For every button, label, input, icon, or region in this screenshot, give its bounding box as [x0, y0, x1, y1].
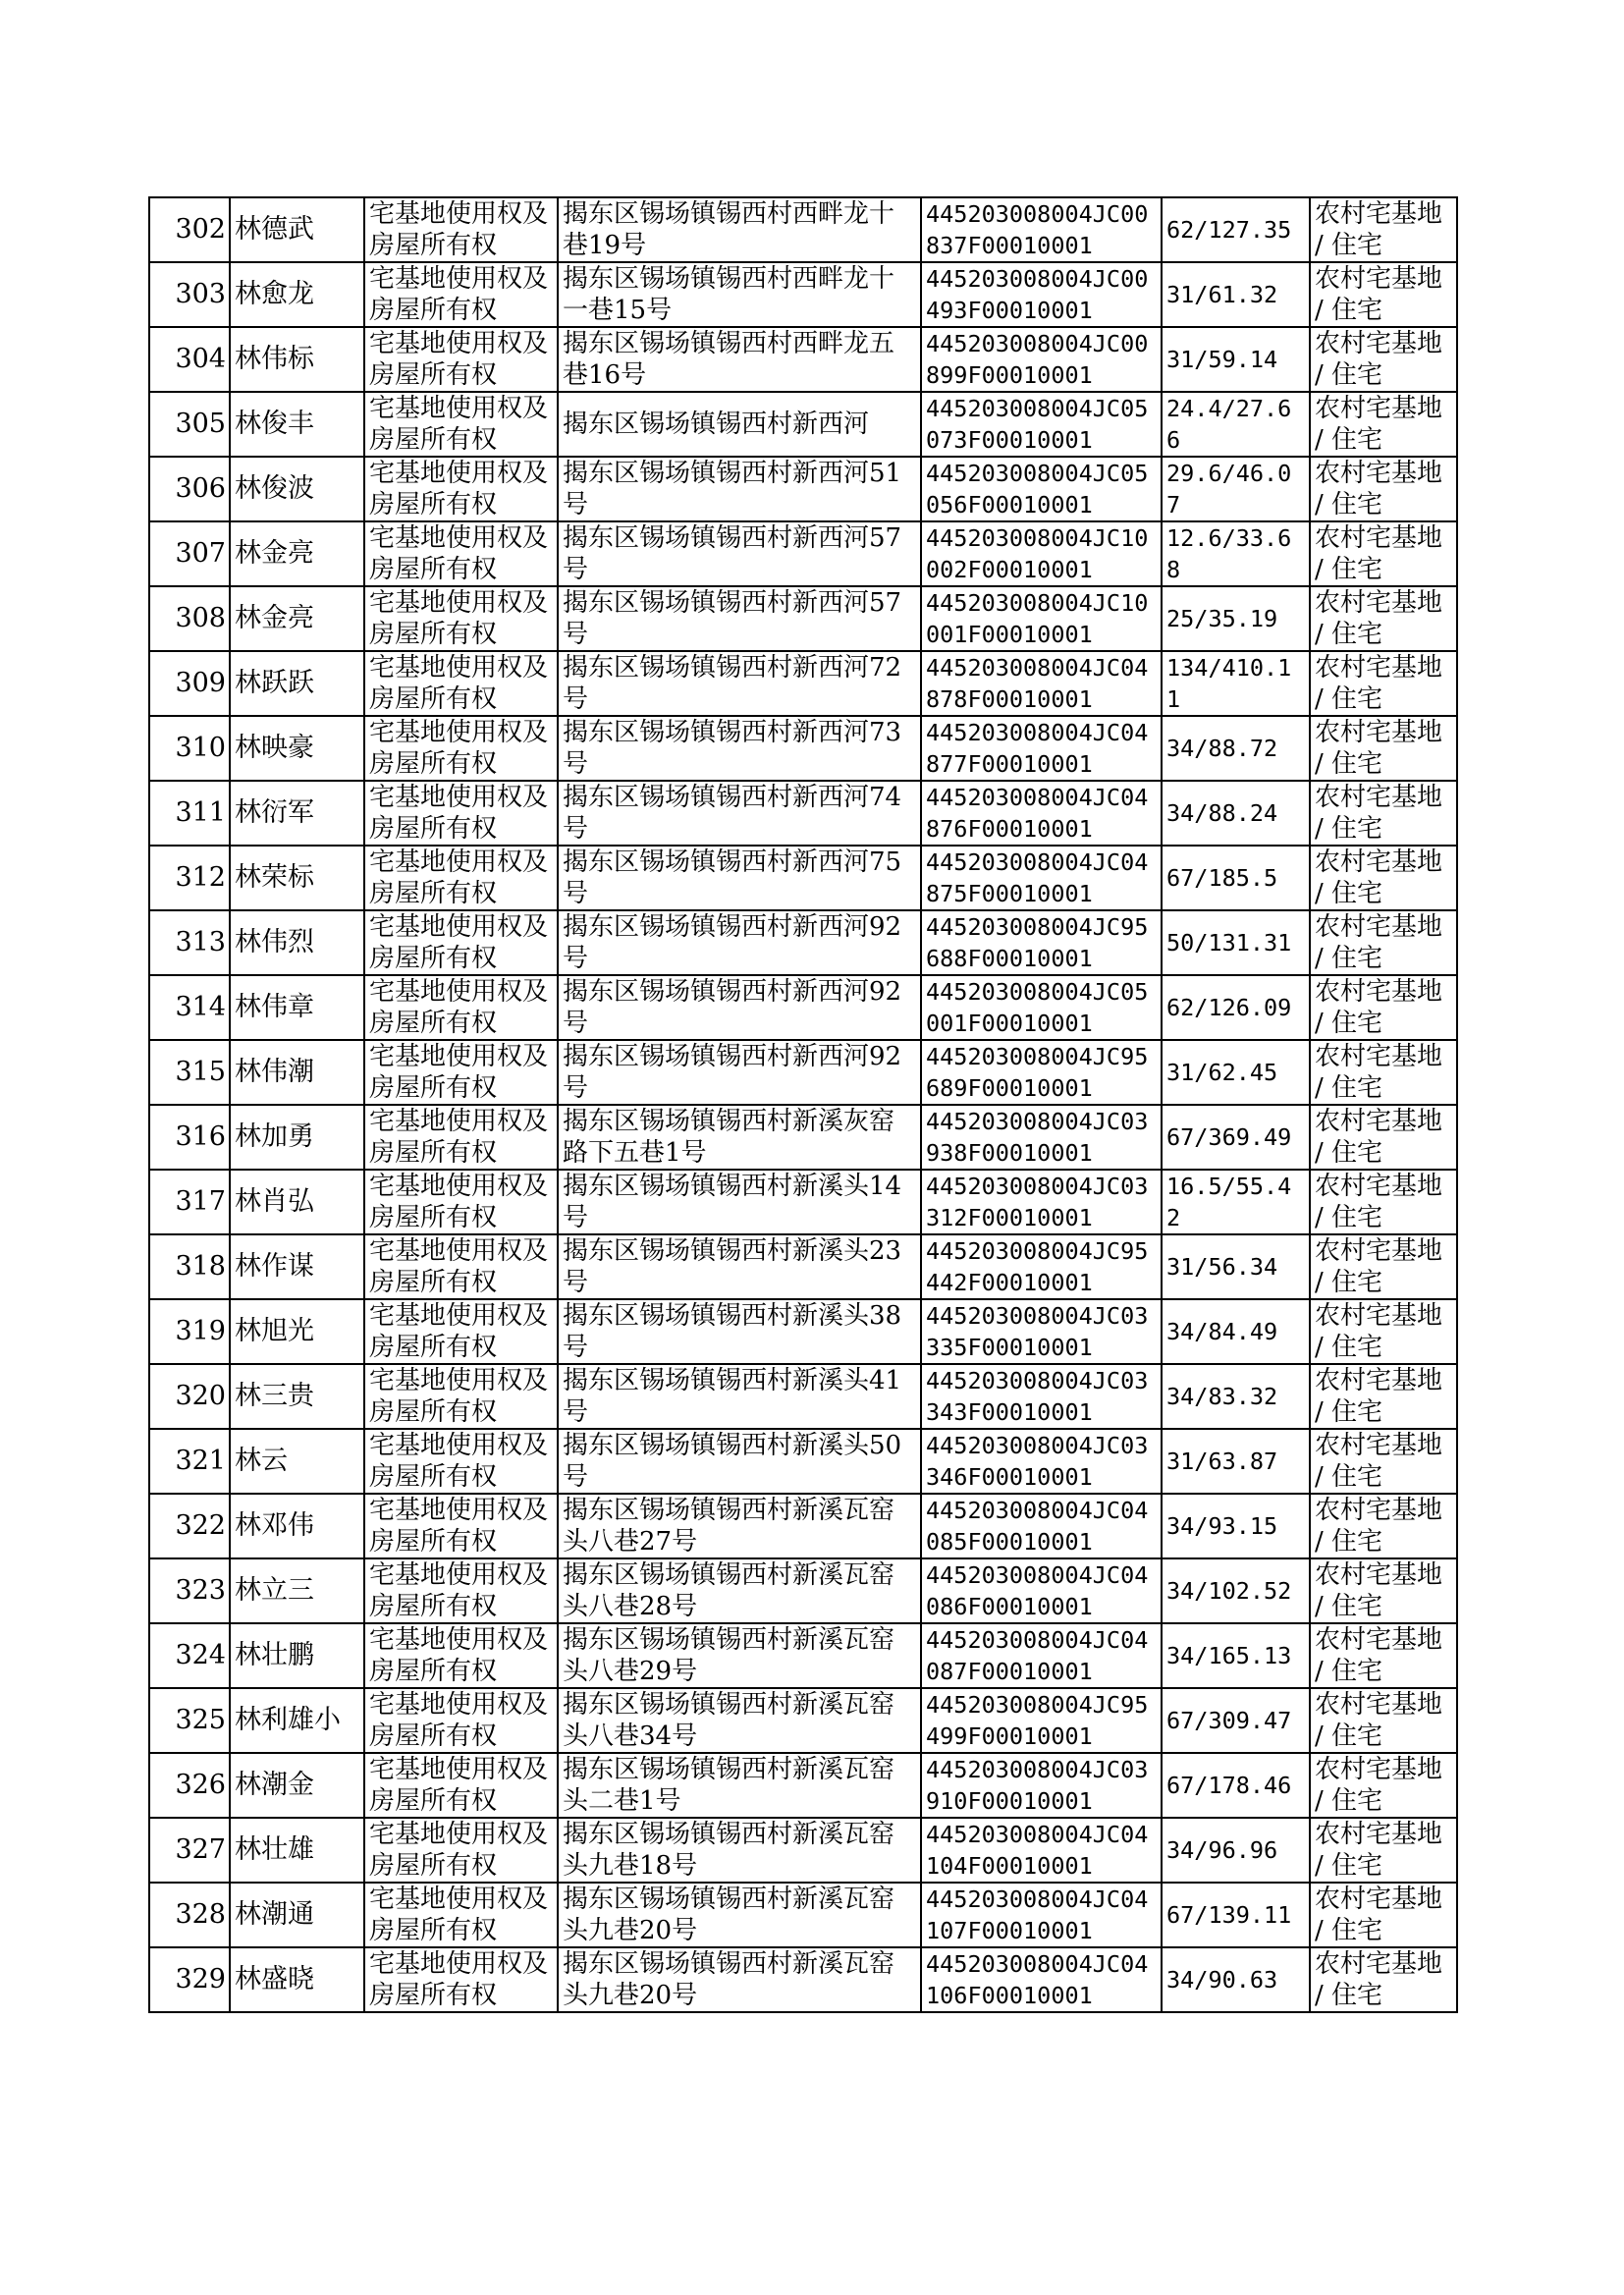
table-row	[149, 1105, 1457, 1170]
row-number-cell: 323	[149, 1558, 230, 1623]
row-number-cell: 314	[149, 975, 230, 1040]
right-type-cell: 宅基地使用权及房屋所有权	[364, 457, 558, 521]
area-cell: 34/88.72	[1162, 716, 1310, 781]
address-cell: 揭东区锡场镇锡西村新西河	[558, 392, 921, 457]
table-row	[149, 1818, 1457, 1883]
address-cell: 揭东区锡场镇锡西村新溪瓦窑头九巷18号	[558, 1818, 921, 1883]
usage-cell: 农村宅基地 / 住宅	[1310, 1558, 1457, 1623]
right-type-cell: 宅基地使用权及房屋所有权	[364, 1429, 558, 1494]
unit-code-cell: 445203008004JC03312F00010001	[921, 1170, 1162, 1234]
table-row	[149, 1170, 1457, 1234]
right-type-cell: 宅基地使用权及房屋所有权	[364, 1364, 558, 1429]
table-row	[149, 1040, 1457, 1105]
unit-code-cell: 445203008004JC04087F00010001	[921, 1623, 1162, 1688]
usage-cell: 农村宅基地 / 住宅	[1310, 521, 1457, 586]
area-cell: 34/83.32	[1162, 1364, 1310, 1429]
owner-name-cell: 林伟标	[230, 327, 364, 392]
table-row	[149, 846, 1457, 910]
owner-name-cell: 林俊丰	[230, 392, 364, 457]
address-cell: 揭东区锡场镇锡西村西畔龙五巷16号	[558, 327, 921, 392]
address-cell: 揭东区锡场镇锡西村新西河51号	[558, 457, 921, 521]
right-type-cell: 宅基地使用权及房屋所有权	[364, 651, 558, 716]
area-cell: 62/127.35	[1162, 197, 1310, 262]
table-row	[149, 716, 1457, 781]
unit-code-cell: 445203008004JC04086F00010001	[921, 1558, 1162, 1623]
usage-cell: 农村宅基地 / 住宅	[1310, 846, 1457, 910]
unit-code-cell: 445203008004JC03910F00010001	[921, 1753, 1162, 1818]
right-type-cell: 宅基地使用权及房屋所有权	[364, 1040, 558, 1105]
table-row	[149, 910, 1457, 975]
table-row	[149, 1623, 1457, 1688]
table-row	[149, 392, 1457, 457]
address-cell: 揭东区锡场镇锡西村新溪头14号	[558, 1170, 921, 1234]
area-cell: 67/185.5	[1162, 846, 1310, 910]
area-cell: 31/61.32	[1162, 262, 1310, 327]
area-cell: 16.5/55.42	[1162, 1170, 1310, 1234]
row-number-cell: 326	[149, 1753, 230, 1818]
area-cell: 34/88.24	[1162, 781, 1310, 846]
address-cell: 揭东区锡场镇锡西村新溪瓦窑头二巷1号	[558, 1753, 921, 1818]
table-row	[149, 521, 1457, 586]
unit-code-cell: 445203008004JC04877F00010001	[921, 716, 1162, 781]
usage-cell: 农村宅基地 / 住宅	[1310, 1040, 1457, 1105]
unit-code-cell: 445203008004JC00493F00010001	[921, 262, 1162, 327]
row-number-cell: 315	[149, 1040, 230, 1105]
usage-cell: 农村宅基地 / 住宅	[1310, 1818, 1457, 1883]
right-type-cell: 宅基地使用权及房屋所有权	[364, 1818, 558, 1883]
usage-cell: 农村宅基地 / 住宅	[1310, 1688, 1457, 1753]
table-row	[149, 651, 1457, 716]
usage-cell: 农村宅基地 / 住宅	[1310, 392, 1457, 457]
row-number-cell: 328	[149, 1883, 230, 1947]
area-cell: 34/165.13	[1162, 1623, 1310, 1688]
registry-table	[148, 196, 1458, 2013]
unit-code-cell: 445203008004JC04107F00010001	[921, 1883, 1162, 1947]
table-row	[149, 1688, 1457, 1753]
unit-code-cell: 445203008004JC05056F00010001	[921, 457, 1162, 521]
area-cell: 62/126.09	[1162, 975, 1310, 1040]
address-cell: 揭东区锡场镇锡西村新溪瓦窑头八巷34号	[558, 1688, 921, 1753]
row-number-cell: 325	[149, 1688, 230, 1753]
right-type-cell: 宅基地使用权及房屋所有权	[364, 586, 558, 651]
usage-cell: 农村宅基地 / 住宅	[1310, 327, 1457, 392]
unit-code-cell: 445203008004JC00837F00010001	[921, 197, 1162, 262]
owner-name-cell: 林作谋	[230, 1234, 364, 1299]
usage-cell: 农村宅基地 / 住宅	[1310, 1494, 1457, 1558]
right-type-cell: 宅基地使用权及房屋所有权	[364, 197, 558, 262]
table-row	[149, 1494, 1457, 1558]
area-cell: 67/369.49	[1162, 1105, 1310, 1170]
table-row	[149, 1883, 1457, 1947]
table-row	[149, 1364, 1457, 1429]
owner-name-cell: 林金亮	[230, 586, 364, 651]
table-row	[149, 327, 1457, 392]
right-type-cell: 宅基地使用权及房屋所有权	[364, 716, 558, 781]
area-cell: 34/84.49	[1162, 1299, 1310, 1364]
owner-name-cell: 林云	[230, 1429, 364, 1494]
area-cell: 134/410.11	[1162, 651, 1310, 716]
right-type-cell: 宅基地使用权及房屋所有权	[364, 910, 558, 975]
owner-name-cell: 林壮鹏	[230, 1623, 364, 1688]
row-number-cell: 308	[149, 586, 230, 651]
owner-name-cell: 林跃跃	[230, 651, 364, 716]
area-cell: 12.6/33.68	[1162, 521, 1310, 586]
right-type-cell: 宅基地使用权及房屋所有权	[364, 975, 558, 1040]
area-cell: 24.4/27.66	[1162, 392, 1310, 457]
usage-cell: 农村宅基地 / 住宅	[1310, 1234, 1457, 1299]
address-cell: 揭东区锡场镇锡西村新溪头38号	[558, 1299, 921, 1364]
right-type-cell: 宅基地使用权及房屋所有权	[364, 392, 558, 457]
owner-name-cell: 林旭光	[230, 1299, 364, 1364]
row-number-cell: 321	[149, 1429, 230, 1494]
area-cell: 29.6/46.07	[1162, 457, 1310, 521]
owner-name-cell: 林伟潮	[230, 1040, 364, 1105]
address-cell: 揭东区锡场镇锡西村新西河75号	[558, 846, 921, 910]
right-type-cell: 宅基地使用权及房屋所有权	[364, 262, 558, 327]
right-type-cell: 宅基地使用权及房屋所有权	[364, 1170, 558, 1234]
usage-cell: 农村宅基地 / 住宅	[1310, 1623, 1457, 1688]
usage-cell: 农村宅基地 / 住宅	[1310, 197, 1457, 262]
row-number-cell: 312	[149, 846, 230, 910]
owner-name-cell: 林伟章	[230, 975, 364, 1040]
unit-code-cell: 445203008004JC04878F00010001	[921, 651, 1162, 716]
usage-cell: 农村宅基地 / 住宅	[1310, 262, 1457, 327]
usage-cell: 农村宅基地 / 住宅	[1310, 1429, 1457, 1494]
usage-cell: 农村宅基地 / 住宅	[1310, 457, 1457, 521]
unit-code-cell: 445203008004JC95688F00010001	[921, 910, 1162, 975]
address-cell: 揭东区锡场镇锡西村西畔龙十巷19号	[558, 197, 921, 262]
address-cell: 揭东区锡场镇锡西村新西河73号	[558, 716, 921, 781]
table-row	[149, 781, 1457, 846]
usage-cell: 农村宅基地 / 住宅	[1310, 716, 1457, 781]
row-number-cell: 316	[149, 1105, 230, 1170]
address-cell: 揭东区锡场镇锡西村新溪瓦窑头八巷28号	[558, 1558, 921, 1623]
address-cell: 揭东区锡场镇锡西村新溪瓦窑头九巷20号	[558, 1947, 921, 2012]
address-cell: 揭东区锡场镇锡西村新西河92号	[558, 975, 921, 1040]
owner-name-cell: 林荣标	[230, 846, 364, 910]
row-number-cell: 329	[149, 1947, 230, 2012]
unit-code-cell: 445203008004JC03335F00010001	[921, 1299, 1162, 1364]
right-type-cell: 宅基地使用权及房屋所有权	[364, 1494, 558, 1558]
area-cell: 67/139.11	[1162, 1883, 1310, 1947]
row-number-cell: 307	[149, 521, 230, 586]
row-number-cell: 311	[149, 781, 230, 846]
owner-name-cell: 林潮通	[230, 1883, 364, 1947]
unit-code-cell: 445203008004JC95499F00010001	[921, 1688, 1162, 1753]
address-cell: 揭东区锡场镇锡西村西畔龙十一巷15号	[558, 262, 921, 327]
row-number-cell: 310	[149, 716, 230, 781]
row-number-cell: 313	[149, 910, 230, 975]
unit-code-cell: 445203008004JC10002F00010001	[921, 521, 1162, 586]
address-cell: 揭东区锡场镇锡西村新西河72号	[558, 651, 921, 716]
table-row	[149, 457, 1457, 521]
usage-cell: 农村宅基地 / 住宅	[1310, 1105, 1457, 1170]
row-number-cell: 303	[149, 262, 230, 327]
row-number-cell: 327	[149, 1818, 230, 1883]
row-number-cell: 305	[149, 392, 230, 457]
table-row	[149, 586, 1457, 651]
row-number-cell: 324	[149, 1623, 230, 1688]
right-type-cell: 宅基地使用权及房屋所有权	[364, 1623, 558, 1688]
address-cell: 揭东区锡场镇锡西村新西河92号	[558, 910, 921, 975]
unit-code-cell: 445203008004JC03938F00010001	[921, 1105, 1162, 1170]
area-cell: 25/35.19	[1162, 586, 1310, 651]
address-cell: 揭东区锡场镇锡西村新西河57号	[558, 586, 921, 651]
address-cell: 揭东区锡场镇锡西村新溪头50号	[558, 1429, 921, 1494]
right-type-cell: 宅基地使用权及房屋所有权	[364, 327, 558, 392]
table-row	[149, 1234, 1457, 1299]
owner-name-cell: 林衍军	[230, 781, 364, 846]
registry-table-body	[149, 197, 1457, 2012]
unit-code-cell: 445203008004JC05073F00010001	[921, 392, 1162, 457]
usage-cell: 农村宅基地 / 住宅	[1310, 781, 1457, 846]
usage-cell: 农村宅基地 / 住宅	[1310, 1299, 1457, 1364]
address-cell: 揭东区锡场镇锡西村新溪灰窑路下五巷1号	[558, 1105, 921, 1170]
table-row	[149, 1947, 1457, 2012]
address-cell: 揭东区锡场镇锡西村新溪瓦窑头九巷20号	[558, 1883, 921, 1947]
table-row	[149, 197, 1457, 262]
address-cell: 揭东区锡场镇锡西村新溪头23号	[558, 1234, 921, 1299]
unit-code-cell: 445203008004JC04104F00010001	[921, 1818, 1162, 1883]
area-cell: 34/96.96	[1162, 1818, 1310, 1883]
unit-code-cell: 445203008004JC00899F00010001	[921, 327, 1162, 392]
usage-cell: 农村宅基地 / 住宅	[1310, 1170, 1457, 1234]
area-cell: 34/102.52	[1162, 1558, 1310, 1623]
owner-name-cell: 林潮金	[230, 1753, 364, 1818]
address-cell: 揭东区锡场镇锡西村新溪瓦窑头八巷27号	[558, 1494, 921, 1558]
usage-cell: 农村宅基地 / 住宅	[1310, 1753, 1457, 1818]
owner-name-cell: 林愈龙	[230, 262, 364, 327]
row-number-cell: 302	[149, 197, 230, 262]
owner-name-cell: 林俊波	[230, 457, 364, 521]
owner-name-cell: 林加勇	[230, 1105, 364, 1170]
right-type-cell: 宅基地使用权及房屋所有权	[364, 1688, 558, 1753]
right-type-cell: 宅基地使用权及房屋所有权	[364, 521, 558, 586]
table-row	[149, 975, 1457, 1040]
row-number-cell: 306	[149, 457, 230, 521]
unit-code-cell: 445203008004JC03346F00010001	[921, 1429, 1162, 1494]
usage-cell: 农村宅基地 / 住宅	[1310, 1947, 1457, 2012]
address-cell: 揭东区锡场镇锡西村新溪瓦窑头八巷29号	[558, 1623, 921, 1688]
owner-name-cell: 林德武	[230, 197, 364, 262]
row-number-cell: 322	[149, 1494, 230, 1558]
right-type-cell: 宅基地使用权及房屋所有权	[364, 1753, 558, 1818]
usage-cell: 农村宅基地 / 住宅	[1310, 910, 1457, 975]
owner-name-cell: 林立三	[230, 1558, 364, 1623]
right-type-cell: 宅基地使用权及房屋所有权	[364, 781, 558, 846]
unit-code-cell: 445203008004JC04876F00010001	[921, 781, 1162, 846]
area-cell: 34/93.15	[1162, 1494, 1310, 1558]
table-row	[149, 1558, 1457, 1623]
area-cell: 31/56.34	[1162, 1234, 1310, 1299]
right-type-cell: 宅基地使用权及房屋所有权	[364, 1105, 558, 1170]
table-row	[149, 1299, 1457, 1364]
address-cell: 揭东区锡场镇锡西村新西河57号	[558, 521, 921, 586]
address-cell: 揭东区锡场镇锡西村新西河74号	[558, 781, 921, 846]
area-cell: 67/309.47	[1162, 1688, 1310, 1753]
row-number-cell: 318	[149, 1234, 230, 1299]
right-type-cell: 宅基地使用权及房屋所有权	[364, 1299, 558, 1364]
area-cell: 31/63.87	[1162, 1429, 1310, 1494]
unit-code-cell: 445203008004JC03343F00010001	[921, 1364, 1162, 1429]
owner-name-cell: 林盛晓	[230, 1947, 364, 2012]
usage-cell: 农村宅基地 / 住宅	[1310, 1883, 1457, 1947]
owner-name-cell: 林利雄小	[230, 1688, 364, 1753]
table-row	[149, 262, 1457, 327]
area-cell: 31/62.45	[1162, 1040, 1310, 1105]
usage-cell: 农村宅基地 / 住宅	[1310, 586, 1457, 651]
owner-name-cell: 林金亮	[230, 521, 364, 586]
usage-cell: 农村宅基地 / 住宅	[1310, 1364, 1457, 1429]
owner-name-cell: 林壮雄	[230, 1818, 364, 1883]
usage-cell: 农村宅基地 / 住宅	[1310, 975, 1457, 1040]
right-type-cell: 宅基地使用权及房屋所有权	[364, 1883, 558, 1947]
owner-name-cell: 林邓伟	[230, 1494, 364, 1558]
owner-name-cell: 林伟烈	[230, 910, 364, 975]
address-cell: 揭东区锡场镇锡西村新西河92号	[558, 1040, 921, 1105]
owner-name-cell: 林映豪	[230, 716, 364, 781]
table-row	[149, 1429, 1457, 1494]
right-type-cell: 宅基地使用权及房屋所有权	[364, 1947, 558, 2012]
unit-code-cell: 445203008004JC05001F00010001	[921, 975, 1162, 1040]
unit-code-cell: 445203008004JC04106F00010001	[921, 1947, 1162, 2012]
row-number-cell: 304	[149, 327, 230, 392]
area-cell: 31/59.14	[1162, 327, 1310, 392]
right-type-cell: 宅基地使用权及房屋所有权	[364, 846, 558, 910]
right-type-cell: 宅基地使用权及房屋所有权	[364, 1234, 558, 1299]
unit-code-cell: 445203008004JC95689F00010001	[921, 1040, 1162, 1105]
unit-code-cell: 445203008004JC10001F00010001	[921, 586, 1162, 651]
row-number-cell: 317	[149, 1170, 230, 1234]
unit-code-cell: 445203008004JC95442F00010001	[921, 1234, 1162, 1299]
table-row	[149, 1753, 1457, 1818]
row-number-cell: 309	[149, 651, 230, 716]
address-cell: 揭东区锡场镇锡西村新溪头41号	[558, 1364, 921, 1429]
area-cell: 50/131.31	[1162, 910, 1310, 975]
owner-name-cell: 林三贵	[230, 1364, 364, 1429]
unit-code-cell: 445203008004JC04875F00010001	[921, 846, 1162, 910]
right-type-cell: 宅基地使用权及房屋所有权	[364, 1558, 558, 1623]
unit-code-cell: 445203008004JC04085F00010001	[921, 1494, 1162, 1558]
owner-name-cell: 林肖弘	[230, 1170, 364, 1234]
area-cell: 67/178.46	[1162, 1753, 1310, 1818]
row-number-cell: 320	[149, 1364, 230, 1429]
area-cell: 34/90.63	[1162, 1947, 1310, 2012]
usage-cell: 农村宅基地 / 住宅	[1310, 651, 1457, 716]
row-number-cell: 319	[149, 1299, 230, 1364]
